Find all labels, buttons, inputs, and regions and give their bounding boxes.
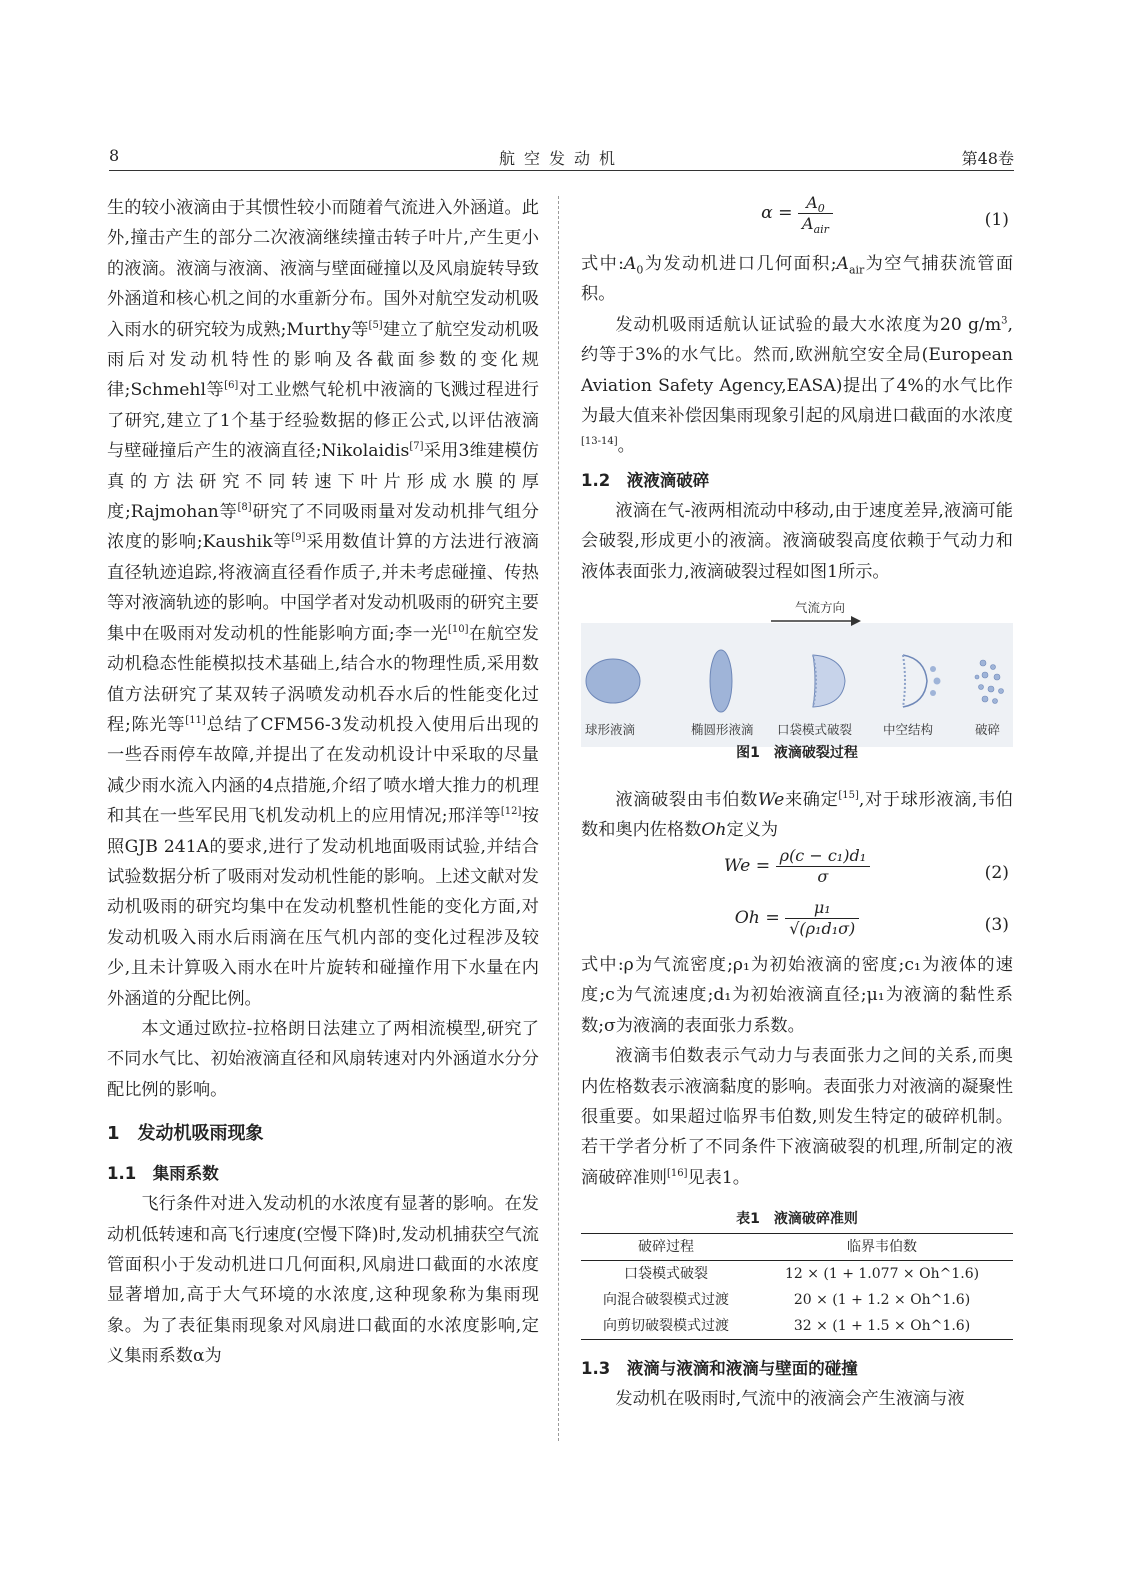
citation[interactable]: [12] (500, 806, 522, 818)
paragraph-symbol-definitions: 式中:ρ为气流密度;ρ₁为初始液滴的密度;c₁为液体的速度;c为气流速度;d₁为初始液滴直径;μ₁为液滴的黏性系数;σ为液滴的表面张力系数。 (581, 954, 1013, 1036)
table-cell: 向混合破裂模式过渡 (603, 1292, 730, 1309)
section-heading-1-2: 1.2 液液滴破碎 (581, 470, 710, 490)
right-column (581, 193, 1013, 1415)
column-divider (558, 196, 559, 1441)
paragraph-weber: 液滴破裂由韦伯数We来确定[15],对于球形液滴,韦伯数和奥内佐格数Oh定义为 (581, 790, 1013, 841)
paragraph-literature-review: 生的较小液滴由于其惯性较小而随着气流进入外涵道。此外,撞击产生的部分二次液滴继续撞击转子叶片,产生更小的液滴。液滴与液滴、液滴与壁面碰撞以及风扇旋转导致外涵道和核心机之间的水重新分布。国外对航空发动机吸入雨水的研究较为成熟;Murthy等[5]建立了航空发动机吸雨后对发动机特性的影响及各截面参数的变化规律;Schmehl等[6]对工业燃气轮机中液滴的飞溅过程进行了研究,建立了1个基于经验数据的修正公式,以评估液滴与壁碰撞后产生的液滴直径;Nikolaidis[7]采用3维建模仿真的方法研究不同转速下叶片形成水膜的厚度;Rajmohan等[8]研究了不同吸雨量对发动机排气组分浓度的影响;Kaushik等[9]采用数值计算的方法进行液滴直径轨迹追踪,将液滴直径看作质子,并未考虑碰撞、传热等对液滴轨迹的影响。中国学者对发动机吸雨的研究主要集中在吸雨对发动机的性能影响方面;李一光[10]在航空发动机稳态性能模拟技术基础上,结合水的物理性质,采用数值方法研究了某双转子涡喷发动机吞水后的性能变化过程;陈光等[11]总结了CFM56-3发动机投入使用后出现的一些吞雨停车故障,并提出了在发动机设计中采取的尽量减少雨水流入内涵的4点措施,介绍了喷水增大推力的机理和其在一些军民用飞机发动机上的应用情况;邢洋等[12]按照GJB 241A的要求,进行了发动机地面吸雨试验,并结合试验数据分析了吸雨对发动机性能的影响。上述文献对发动机吸雨的研究均集中在发动机整机性能的变化方面,对发动机吸入雨水后雨滴在压气机内部的变化过程涉及较少,且未计算吸入雨水在叶片旋转和碰撞作用下水量在内外涵道的分配比例。 (107, 198, 539, 1009)
table-row (581, 1313, 1013, 1340)
figure-label: 球形液滴 (585, 722, 636, 738)
table-row (581, 1287, 1013, 1313)
table-header: 破碎过程 (581, 1234, 751, 1261)
citation[interactable]: [10] (447, 623, 469, 635)
section-heading-1: 1 发动机吸雨现象 (107, 1123, 264, 1145)
citation[interactable]: [11] (185, 714, 206, 726)
ellipsoidal-droplet-icon (710, 650, 732, 712)
table-row (581, 1261, 1013, 1288)
breakup-criteria-table (581, 1233, 1013, 1340)
table-cell: 20 × (1 + 1.2 × Oh^1.6) (793, 1292, 971, 1309)
paragraph-rain-concentration: 飞行条件对进入发动机的水浓度有显著的影响。在发动机低转速和高飞行速度(空慢下降)时,发动机捕获空气流管面积小于发动机进口几何面积,风扇进口截面的水浓度显著增加,高于大气环境的水浓度,这种现象称为集雨现象。为了表征集雨现象对风扇进口截面的水浓度影响,定义集雨系数α为 (107, 1194, 539, 1367)
paragraph-intro: 本文通过欧拉-拉格朗日法建立了两相流模型,研究了不同水气比、初始液滴直径和风扇转速对内外涵道水分分配比例的影响。 (107, 1018, 539, 1100)
figure-label: 椭圆形液滴 (691, 722, 754, 738)
citation[interactable]: [8] (237, 502, 252, 514)
paragraph-certification: 发动机吸雨适航认证试验的最大水浓度为20 $g/m^3$,约等于3%的水气比。然而,欧洲航空安全局(European Aviation Safety Agency,EASA)提出了4%的水气比作为最大值来补偿因集雨现象引起的风扇进口截面的水浓度[13-14]。 (581, 314, 1013, 457)
citation[interactable]: [7] (409, 441, 424, 453)
citation[interactable]: [15] (838, 790, 859, 802)
header-rule (109, 170, 1014, 171)
table-header-row (581, 1234, 1013, 1261)
section-heading-1-3: 1.3 液滴与液滴和液滴与壁面的碰撞 (581, 1359, 858, 1379)
airflow-direction-label: 气流方向 (795, 600, 846, 616)
equation-3: Oh = $\frac{\text{μ₁}}{\text{√(ρ₁d₁σ)}}$ (3) (581, 898, 1013, 950)
table-cell: 向剪切破裂模式过渡 (581, 1313, 751, 1340)
table-cell: 32 × (1 + 1.5 × Oh^1.6) (751, 1313, 1013, 1340)
figure-label: 中空结构 (883, 722, 934, 738)
equation-number: (3) (984, 914, 1009, 935)
paragraph-breakup-criteria: 液滴韦伯数表示气动力与表面张力之间的关系,而奥内佐格数表示液滴黏度的影响。表面张力对液滴的凝聚性很重要。如果超过临界韦伯数,则发生特定的破碎机制。若干学者分析了不同条件下液滴破裂的机理,所制定的液滴破碎准则[16]见表1。 (581, 1046, 1013, 1188)
equation-2: We = $\frac{\text{ρ(c − c₁)d₁}}{\sigma}$ (2) (581, 846, 1013, 898)
paragraph-collision: 发动机在吸雨时,气流中的液滴会产生液滴与液 (615, 1389, 965, 1410)
citation[interactable]: [9] (291, 532, 306, 544)
left-column (107, 193, 539, 1372)
citation[interactable]: [16] (666, 1167, 688, 1179)
equation-number: (2) (984, 862, 1009, 883)
citation[interactable]: [5] (368, 319, 383, 331)
table-header: 临界韦伯数 (751, 1234, 1013, 1261)
figure-1 (581, 597, 1013, 785)
section-heading-1-1: 1.1 集雨系数 (107, 1164, 219, 1184)
table-cell: 12 × (1 + 1.077 × Oh^1.6) (784, 1266, 980, 1283)
equation-number: (1) (984, 210, 1009, 230)
equation-1: α = $\frac{A_0}{A_{air}}$ (1) (761, 193, 1009, 237)
table-caption: 表1 液滴破碎准则 (736, 1211, 858, 1228)
journal-title: 航空发动机 (498, 149, 624, 168)
paragraph-eq1-definitions: 式中$:A_0$为发动机进口几何面积$;A_{air}$为空气捕获流管面积。 (581, 254, 1014, 305)
citation[interactable]: [13-14] (581, 436, 618, 448)
citation[interactable]: [6] (224, 380, 239, 392)
figure-label: 破碎 (975, 722, 1001, 738)
figure-caption: 图1 液滴破裂过程 (736, 745, 858, 762)
spherical-droplet-icon (586, 659, 640, 703)
figure-label: 口袋模式破裂 (777, 722, 853, 738)
page-header (109, 146, 1014, 168)
paragraph-breakup: 液滴在气-液两相流动中移动,由于速度差异,液滴可能会破裂,形成更小的液滴。液滴破裂高度依赖于气动力和液体表面张力,液滴破裂过程如图1所示。 (581, 500, 1013, 582)
volume-label: 第48卷 (961, 149, 1014, 168)
table-cell: 口袋模式破裂 (624, 1266, 709, 1283)
page-number: 8 (109, 146, 120, 165)
